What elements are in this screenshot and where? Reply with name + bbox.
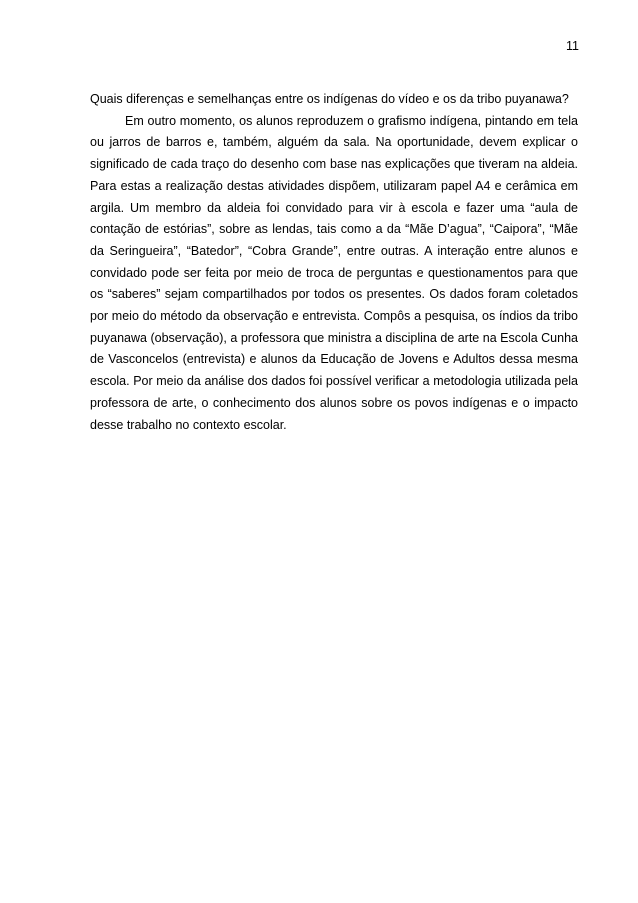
paragraph-question: Quais diferenças e semelhanças entre os indígenas do vídeo e os da tribo puyanawa? xyxy=(90,92,569,106)
paragraph-methodology: Em outro momento, os alunos reproduzem o grafismo indígena, pintando em tela ou jarros de barros e, também, alguém da sala. Na oportunidade, devem explicar o significado de cada traço do desenho com base nas explicações que tiveram na aldeia. Para estas a realização destas atividades dispõem, utilizaram papel A4 e cerâmica em argila. Um membro da aldeia foi convidado para vir à escola e fazer uma “aula de contação de estórias”, sobre as lendas, tais como a da “Mãe D’agua”, “Caipora”, “Mãe da Seringueira”, “Batedor”, “Cobra Grande”, entre outras. A interação entre alunos e convidado pode ser feita por meio de troca de perguntas e questionamentos para que os “saberes” sejam compartilhados por todos os presentes. Os dados foram coletados por meio do método da observação e entrevista. Compôs a pesquisa, os índios da tribo puyanawa (observação), a professora que ministra a disciplina de arte na Escola Cunha de Vasconcelos (entrevista) e alunos da Educação de Jovens e Adultos dessa mesma escola. Por meio da análise dos dados foi possível verificar a metodologia utilizada pela professora de arte, o conhecimento dos alunos sobre os povos indígenas e o impacto desse trabalho no contexto escolar. xyxy=(90,113,578,432)
body-text xyxy=(90,89,578,436)
page-number: 11 xyxy=(566,39,579,53)
